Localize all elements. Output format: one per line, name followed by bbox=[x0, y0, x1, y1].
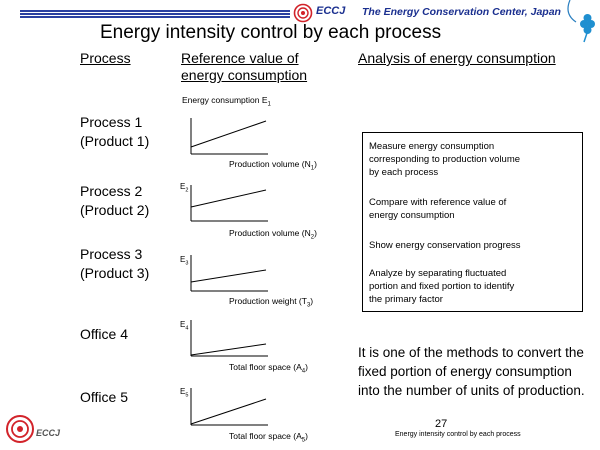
process-1-line1: Process 1 bbox=[80, 114, 143, 130]
analysis-item-2: Compare with reference value of energy consumption bbox=[369, 197, 507, 221]
header-logo-text: ECCJ bbox=[316, 5, 346, 17]
analysis-box bbox=[362, 132, 583, 312]
process-1-name bbox=[80, 113, 149, 151]
process-2-line1: Process 2 bbox=[80, 183, 143, 199]
office-5-name bbox=[80, 388, 128, 407]
office-5-line1: Office 5 bbox=[80, 389, 128, 405]
column-header-reference bbox=[181, 50, 307, 84]
process-3-line2: (Product 3) bbox=[80, 265, 150, 281]
clover-corner-icon bbox=[562, 0, 600, 44]
column-header-analysis: Analysis of energy consumption bbox=[358, 50, 556, 66]
process-2-graph bbox=[188, 185, 270, 225]
office-5-x-label: Total floor space $(A_5)$ bbox=[229, 431, 308, 444]
eccj-sun-logo-icon bbox=[293, 3, 313, 23]
column-header-process: Process bbox=[80, 50, 131, 66]
column-header-reference-line1: Reference value of bbox=[181, 50, 299, 66]
office-5-y-label: $E_5$ bbox=[180, 387, 189, 399]
process-2-name bbox=[80, 182, 149, 220]
bottom-logo-text: ECCJ bbox=[36, 428, 61, 438]
footer-text: Energy intensity control by each process bbox=[395, 431, 521, 438]
organization-name: The Energy Conservation Center, Japan bbox=[362, 6, 561, 18]
process-2-x-label: Production volume $(N_2)$ bbox=[229, 228, 317, 241]
process-3-line1: Process 3 bbox=[80, 246, 143, 262]
office-4-x-label: Total floor space $(A_4)$ bbox=[229, 362, 308, 375]
process-3-x-label: Production weight $(T_3)$ bbox=[229, 296, 314, 309]
office-4-name bbox=[80, 325, 128, 344]
analysis-item-1: Measure energy consumption corresponding to production volume by each process bbox=[369, 141, 521, 178]
process-3-y-label: $E_3$ bbox=[180, 255, 189, 267]
column-header-reference-line2: energy consumption bbox=[181, 67, 308, 83]
process-1-graph bbox=[188, 118, 270, 158]
eccj-bottom-logo-icon bbox=[4, 413, 36, 445]
page-number: 27 bbox=[435, 418, 448, 430]
process-2-y-label: $E_2$ bbox=[180, 182, 189, 194]
office-4-line1: Office 4 bbox=[80, 326, 128, 342]
process-1-x-label: Production volume $(N_1)$ bbox=[229, 159, 317, 172]
process-3-name bbox=[80, 245, 149, 283]
process-3-graph bbox=[188, 255, 270, 295]
process-2-line2: (Product 2) bbox=[80, 202, 150, 218]
page-title: Energy intensity control by each process bbox=[100, 22, 442, 43]
office-4-y-label: $E_4$ bbox=[180, 320, 189, 332]
office-4-graph bbox=[188, 320, 270, 360]
energy-consumption-label: Energy consumption $E_1$ bbox=[182, 95, 271, 108]
analysis-item-4: Analyze by separating fluctuated portion and fixed portion to identify the primary factor bbox=[369, 268, 515, 305]
office-5-graph bbox=[188, 388, 270, 428]
method-note: It is one of the methods to convert the fixed portion of energy consumption into the number of units of production. bbox=[358, 345, 585, 398]
process-1-line2: (Product 1) bbox=[80, 133, 150, 149]
analysis-item-3: Show energy conservation progress bbox=[369, 240, 521, 251]
header-rule bbox=[20, 10, 290, 18]
